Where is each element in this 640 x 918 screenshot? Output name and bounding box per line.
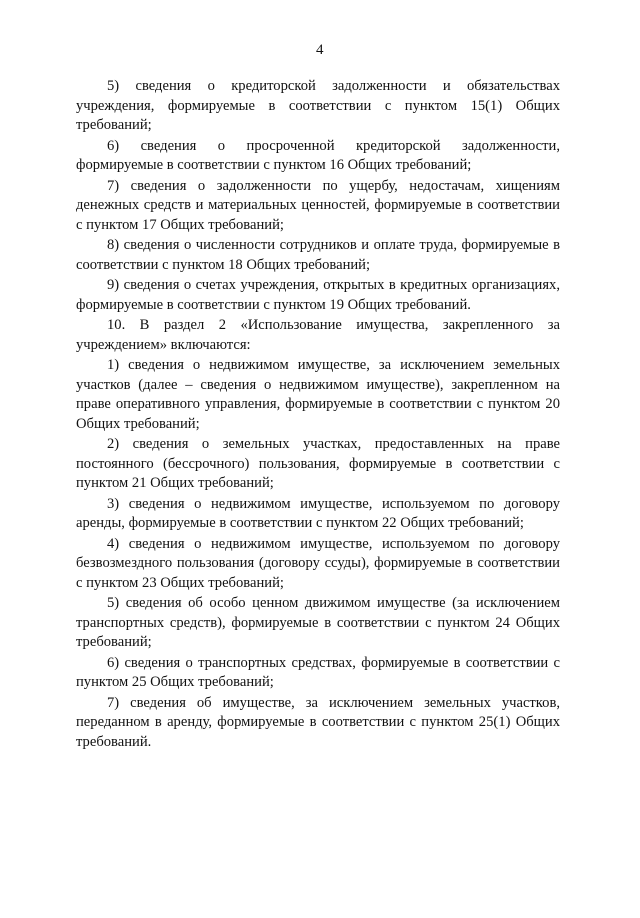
paragraph-item-7-leased-out: 7) сведения об имуществе, за исключением земельных участков, переданном в аренду, формируемые в соответствии с пунктом 25(1) Общих требований.	[76, 694, 560, 750]
document-body	[76, 77, 560, 753]
paragraph-item-2-land-plots: 2) сведения о земельных участках, предоставленных на праве постоянного (бессрочного) пользования, формируемые в соответствии с пунктом 21 Общих требований;	[76, 436, 560, 491]
paragraph-item-5-creditor-debt: 5) сведения о кредиторской задолженности и обязательствах учреждения, формируемые в соответствии с пунктом 15(1) Общих требований;	[76, 78, 560, 133]
paragraph-item-6-vehicles: 6) сведения о транспортных средствах, формируемые в соответствии с пунктом 25 Общих требований;	[76, 654, 560, 690]
paragraph-item-1-real-estate: 1) сведения о недвижимом имуществе, за исключением земельных участков (далее – сведения о недвижимом имуществе), закрепленном на праве оперативного управления, формируемые в соответствии с пунктом 20 Общих требований;	[76, 357, 560, 432]
page-number: 4	[316, 42, 324, 58]
paragraph-item-5-valuable-movables: 5) сведения об особо ценном движимом имуществе (за исключением транспортных средств), формируемые в соответствии с пунктом 24 Общих требований;	[76, 595, 560, 650]
paragraph-item-6-overdue-debt: 6) сведения о просроченной кредиторской задолженности, формируемые в соответствии с пунктом 16 Общих требований;	[76, 137, 560, 173]
paragraph-item-4-free-use: 4) сведения о недвижимом имуществе, используемом по договору безвозмездного пользования (договору ссуды), формируемые в соответствии с пунктом 23 Общих требований;	[76, 535, 560, 591]
paragraph-item-3-lease: 3) сведения о недвижимом имуществе, используемом по договору аренды, формируемые в соответствии с пунктом 22 Общих требований;	[76, 495, 560, 531]
paragraph-item-9-bank-accounts: 9) сведения о счетах учреждения, открытых в кредитных организациях, формируемые в соответствии с пунктом 19 Общих требований.	[76, 277, 560, 313]
paragraph-item-7-damage-debt: 7) сведения о задолженности по ущербу, недостачам, хищениям денежных средств и материальных ценностей, формируемые в соответствии с пунктом 17 Общих требований;	[76, 177, 560, 233]
paragraph-section-10-intro: 10. В раздел 2 «Использование имущества, закрепленного за учреждением» включаются:	[76, 317, 560, 353]
paragraph-item-8-staff-pay: 8) сведения о численности сотрудников и оплате труда, формируемые в соответствии с пунктом 18 Общих требований;	[76, 237, 560, 273]
